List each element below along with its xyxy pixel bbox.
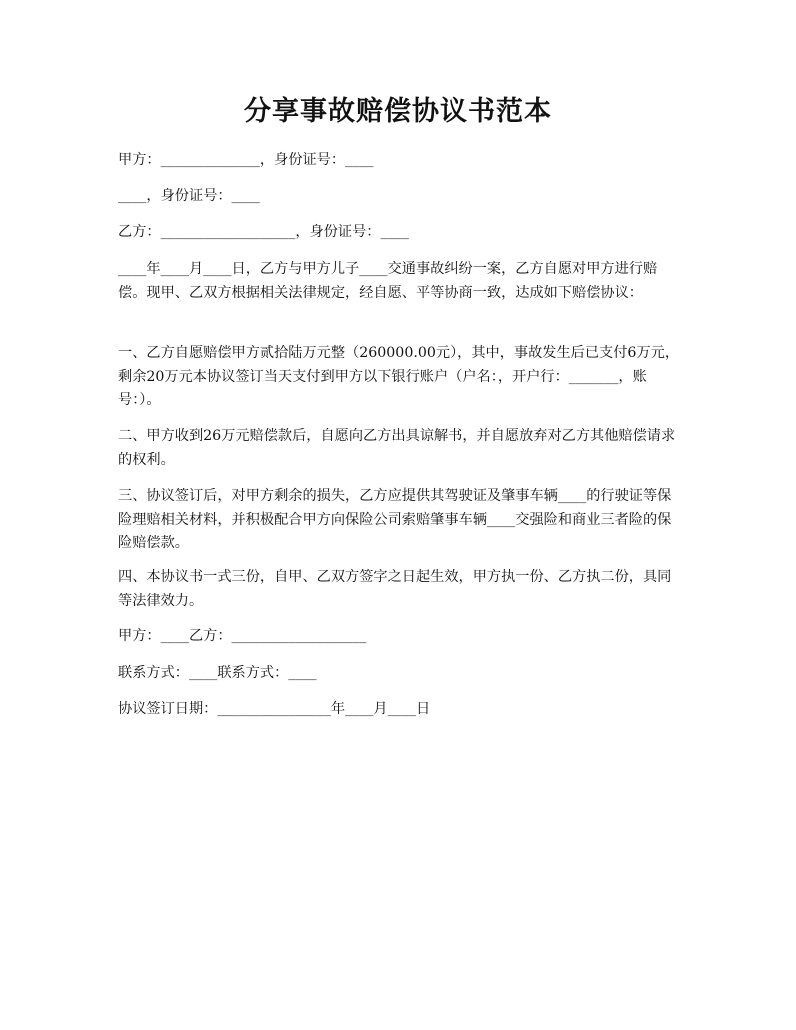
contact-line: 联系方式：____联系方式：____ xyxy=(118,665,317,681)
clause-4-paragraph: 四、本协议书一式三份，自甲、乙双方签字之日起生效，甲方执一份、乙方执二份，具同等法律效力。 xyxy=(118,569,672,609)
document-title: 分享事故赔偿协议书范本 xyxy=(244,96,552,127)
clause-1-paragraph: 一、乙方自愿赔偿甲方贰拾陆万元整（260000.00元），其中，事故发生后已支付6万元，剩余20万元本协议签订当天支付到甲方以下银行账户（户名：，开户行：_______，账号：）。 xyxy=(118,345,680,408)
party-a-line: 甲方：______________，身份证号：____ xyxy=(118,152,374,168)
party-a-continuation-line: ____，身份证号：____ xyxy=(118,188,260,204)
intro-paragraph: ____年____月____日，乙方与甲方儿子____交通事故纠纷一案，乙方自愿对甲方进行赔偿。现甲、乙双方根据相关法律规定，经自愿、平等协商一致，达成如下赔偿协议： xyxy=(118,261,658,301)
sign-date-line: 协议签订日期：________________年____月____日 xyxy=(118,701,431,717)
clause-2-paragraph: 二、甲方收到26万元赔偿款后，自愿向乙方出具谅解书，并自愿放弃对乙方其他赔偿请求的权利。 xyxy=(118,428,676,468)
clause-3-paragraph: 三、协议签订后，对甲方剩余的损失，乙方应提供其驾驶证及肇事车辆____的行驶证等保险理赔相关材料，并积极配合甲方向保险公司索赔肇事车辆____交强险和商业三者险的保险赔偿款。 xyxy=(118,488,672,551)
signatures-line: 甲方：____乙方：___________________ xyxy=(118,628,367,644)
party-b-line: 乙方：___________________，身份证号：____ xyxy=(118,224,409,240)
